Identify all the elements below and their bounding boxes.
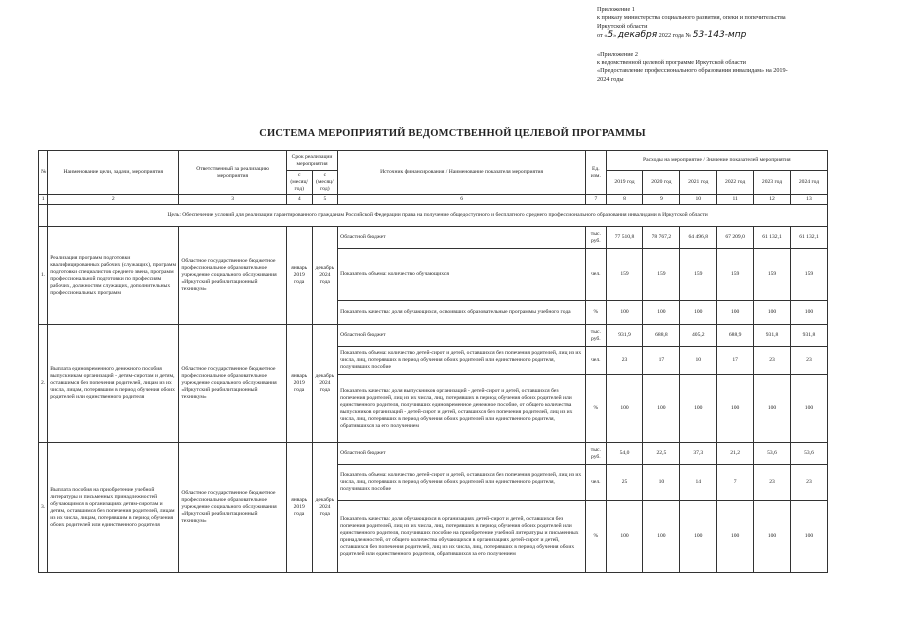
value-cell: 22,5 bbox=[643, 443, 680, 465]
header-year: 2023 год bbox=[754, 171, 791, 195]
funding-source: Областной бюджет bbox=[338, 443, 586, 465]
unit-cell: % bbox=[586, 301, 606, 325]
header-name: Наименование цели, задачи, мероприятия bbox=[48, 151, 179, 195]
program-reference-line-2: «Предоставление профессионального образования инвалидам» на 2019- bbox=[597, 67, 788, 75]
value-cell: 21,2 bbox=[717, 443, 754, 465]
value-cell: 159 bbox=[680, 249, 717, 301]
value-cell: 23 bbox=[754, 347, 791, 375]
indicator-name: Показатель качества: доля выпускников организаций - детей-сирот и детей, оставшихся без попечения родителей, лиц из их числа, лиц, потерявших в период обучения обоих родителей или единственного родителя, получивших единовременное денежное пособие, от общего количества выпускников организаций - детей-сирот и детей, оставшихся без попечения родителей, лиц из их числа, лиц, потерявших в период обучения обоих родителей или единственного родителя, обратившихся за его получением bbox=[338, 375, 586, 443]
program-reference-line-3: 2024 годы bbox=[597, 75, 624, 83]
unit-cell: % bbox=[586, 375, 606, 443]
activity-start: январь 2019 года bbox=[286, 227, 312, 325]
value-cell: 100 bbox=[680, 375, 717, 443]
value-cell: 10 bbox=[680, 347, 717, 375]
header-year: 2024 год bbox=[790, 171, 827, 195]
goal-row: Цель: Обеспечение условий для реализации гарантированного гражданам Российской Федерации права на получение общедоступного и бесплатного среднего профессионального образования инвалидами в Иркутской области bbox=[48, 205, 828, 227]
value-cell: 64 496,8 bbox=[680, 227, 717, 249]
value-cell: 10 bbox=[643, 465, 680, 501]
unit-cell: тыс. руб. bbox=[586, 325, 606, 347]
activity-name: Выплата единовременного денежного пособия выпускникам организаций - детям-сиротам и детям, оставшимся без попечения родителей, лицам из их числа, лицам, потерявшим в период обучения обоих родителей или единственного родителя bbox=[48, 325, 179, 443]
order-reference-line-2: Иркутской области bbox=[597, 22, 648, 30]
page-title: СИСТЕМА МЕРОПРИЯТИЙ ВЕДОМСТВЕННОЙ ЦЕЛЕВОЙ ПРОГРАММЫ bbox=[259, 128, 646, 139]
column-number: 1 bbox=[39, 195, 48, 205]
value-cell: 14 bbox=[680, 465, 717, 501]
activity-responsible: Областное государственное бюджетное профессиональное образовательное учреждение социального обслуживания «Иркутский реабилитационный техникум» bbox=[179, 227, 287, 325]
activity-line bbox=[39, 325, 828, 347]
indicator-name: Показатель объема: количество обучающихся bbox=[338, 249, 586, 301]
value-cell: 100 bbox=[643, 375, 680, 443]
activity-responsible: Областное государственное бюджетное профессиональное образовательное учреждение социального обслуживания «Иркутский реабилитационный техникум» bbox=[179, 325, 287, 443]
unit-cell: тыс. руб. bbox=[586, 443, 606, 465]
header-expenses: Расходы на мероприятие / Значение показателей мероприятия bbox=[606, 151, 827, 171]
column-number: 2 bbox=[48, 195, 179, 205]
activity-end: декабрь 2024 года bbox=[312, 443, 338, 573]
date-mid: » bbox=[613, 32, 617, 40]
unit-cell: чел. bbox=[586, 347, 606, 375]
value-cell: 61 132,1 bbox=[754, 227, 791, 249]
value-cell: 100 bbox=[680, 301, 717, 325]
activity-responsible: Областное государственное бюджетное профессиональное образовательное учреждение социального обслуживания «Иркутский реабилитационный техникум» bbox=[179, 443, 287, 573]
activity-number: 1. bbox=[39, 227, 48, 325]
value-cell: 159 bbox=[790, 249, 827, 301]
value-cell: 931,8 bbox=[754, 325, 791, 347]
value-cell: 100 bbox=[717, 375, 754, 443]
value-cell: 159 bbox=[643, 249, 680, 301]
order-date-line bbox=[597, 31, 897, 40]
header-num: № bbox=[39, 151, 48, 195]
value-cell: 17 bbox=[717, 347, 754, 375]
activity-start: январь 2019 года bbox=[286, 325, 312, 443]
indicator-name: Показатель качества: доля обучающихся, освоивших образовательные программы учебного года bbox=[338, 301, 586, 325]
value-cell: 53,6 bbox=[754, 443, 791, 465]
value-cell: 23 bbox=[790, 347, 827, 375]
value-cell: 17 bbox=[643, 347, 680, 375]
indicator-name: Показатель объема: количество детей-сирот и детей, оставшихся без попечения родителей, лиц из их числа, лиц, потерявших в период обучения обоих родителей или единственного родителя, получивших пособие bbox=[338, 347, 586, 375]
column-number: 4 bbox=[286, 195, 312, 205]
header-year: 2022 год bbox=[717, 171, 754, 195]
funding-source: Областной бюджет bbox=[338, 325, 586, 347]
column-number: 13 bbox=[790, 195, 827, 205]
value-cell: 159 bbox=[606, 249, 643, 301]
value-cell: 100 bbox=[643, 501, 680, 573]
column-number: 3 bbox=[179, 195, 287, 205]
activity-line bbox=[39, 443, 828, 465]
unit-cell: чел. bbox=[586, 465, 606, 501]
column-number: 11 bbox=[717, 195, 754, 205]
date-prefix: от « bbox=[597, 32, 608, 40]
funding-source: Областной бюджет bbox=[338, 227, 586, 249]
value-cell: 61 132,1 bbox=[790, 227, 827, 249]
value-cell: 100 bbox=[717, 501, 754, 573]
value-cell: 100 bbox=[717, 301, 754, 325]
value-cell: 23 bbox=[754, 465, 791, 501]
activity-end: декабрь 2024 года bbox=[312, 227, 338, 325]
unit-cell: % bbox=[586, 501, 606, 573]
column-number: 9 bbox=[643, 195, 680, 205]
column-number: 12 bbox=[754, 195, 791, 205]
value-cell: 25 bbox=[606, 465, 643, 501]
handwritten-month: декабря bbox=[617, 30, 658, 41]
handwritten-order-number: 53-143-мпр bbox=[692, 30, 747, 41]
indicator-name: Показатель объема: количество детей-сирот и детей, оставшихся без попечения родителей, лиц из их числа, лиц, потерявших в период обучения обоих родителей или единственного родителя, получивших пособие bbox=[338, 465, 586, 501]
program-reference-line-1: к ведомственной целевой программе Иркутской области bbox=[597, 59, 746, 67]
value-cell: 78 767,2 bbox=[643, 227, 680, 249]
value-cell: 688,9 bbox=[717, 325, 754, 347]
document-header bbox=[597, 6, 897, 84]
value-cell: 23 bbox=[606, 347, 643, 375]
header-year: 2021 год bbox=[680, 171, 717, 195]
value-cell: 405,2 bbox=[680, 325, 717, 347]
column-number: 5 bbox=[312, 195, 338, 205]
value-cell: 100 bbox=[754, 501, 791, 573]
activity-name: Выплата пособия на приобретение учебной литературы и письменных принадлежностей обучающимся в организациях детям-сиротам и детям, оставшимся без попечения родителей, лицам из их числа, лицам, потерявшим в период обучения обоих родителей или единственного родителя bbox=[48, 443, 179, 573]
appendix-2-label: «Приложение 2 bbox=[597, 50, 638, 58]
value-cell: 100 bbox=[754, 301, 791, 325]
value-cell: 931,8 bbox=[790, 325, 827, 347]
header-from: с (месяц/год) bbox=[286, 171, 312, 195]
value-cell: 7 bbox=[717, 465, 754, 501]
value-cell: 54,0 bbox=[606, 443, 643, 465]
value-cell: 100 bbox=[643, 301, 680, 325]
value-cell: 100 bbox=[790, 501, 827, 573]
appendix-1-label: Приложение 1 bbox=[597, 6, 635, 13]
header-source: Источник финансирования / Наименование показателя мероприятия bbox=[338, 151, 586, 195]
value-cell: 688,8 bbox=[643, 325, 680, 347]
activity-number: 3. bbox=[39, 443, 48, 573]
activity-start: январь 2019 года bbox=[286, 443, 312, 573]
header-responsible: Ответственный за реализацию мероприятия bbox=[179, 151, 287, 195]
date-year: 2022 года № bbox=[658, 32, 692, 40]
header-to: с (месяц/год) bbox=[312, 171, 338, 195]
value-cell: 37,3 bbox=[680, 443, 717, 465]
value-cell: 100 bbox=[606, 301, 643, 325]
value-cell: 100 bbox=[680, 501, 717, 573]
value-cell: 100 bbox=[790, 301, 827, 325]
column-number: 8 bbox=[606, 195, 643, 205]
value-cell: 77 510,8 bbox=[606, 227, 643, 249]
program-activities-table bbox=[38, 150, 828, 573]
activity-line bbox=[39, 227, 828, 249]
activity-end: декабрь 2024 года bbox=[312, 325, 338, 443]
value-cell: 67 209,0 bbox=[717, 227, 754, 249]
header-year: 2020 год bbox=[643, 171, 680, 195]
header-period: Срок реализации мероприятия bbox=[286, 151, 337, 171]
column-number: 6 bbox=[338, 195, 586, 205]
value-cell: 23 bbox=[790, 465, 827, 501]
unit-cell: чел. bbox=[586, 249, 606, 301]
value-cell: 100 bbox=[606, 375, 643, 443]
value-cell: 53,6 bbox=[790, 443, 827, 465]
value-cell: 100 bbox=[754, 375, 791, 443]
column-number: 7 bbox=[586, 195, 606, 205]
indicator-name: Показатель качества: доля обучающихся в организациях детей-сирот и детей, оставшихся без попечения родителей, лиц из их числа, лиц, потерявших в период обучения обоих родителей или единственного родителя, получивших пособие на приобретение учебной литературы и письменных принадлежностей, от общего количества обучающихся в организациях детей-сирот и детей, оставшихся без попечения родителей, лиц из их числа, лиц, потерявших в период обучения обоих родителей или единственного родителя, обратившихся за его получением bbox=[338, 501, 586, 573]
activity-name: Реализация программ подготовки квалифицированных рабочих (служащих), программ подготовки специалистов среднего звена, программ профессиональной подготовки по профессиям рабочих, должностям служащих, дополнительных профессиональных программ bbox=[48, 227, 179, 325]
handwritten-day: 5 bbox=[607, 30, 614, 41]
column-number: 10 bbox=[680, 195, 717, 205]
value-cell: 100 bbox=[606, 501, 643, 573]
unit-cell: тыс. руб. bbox=[586, 227, 606, 249]
value-cell: 100 bbox=[790, 375, 827, 443]
value-cell: 931,9 bbox=[606, 325, 643, 347]
value-cell: 159 bbox=[717, 249, 754, 301]
header-year: 2019 год bbox=[606, 171, 643, 195]
activity-number: 2. bbox=[39, 325, 48, 443]
value-cell: 159 bbox=[754, 249, 791, 301]
order-reference-line-1: к приказу министерства социального развития, опеки и попечительства bbox=[597, 14, 786, 22]
header-unit: Ед. изм. bbox=[586, 151, 606, 195]
